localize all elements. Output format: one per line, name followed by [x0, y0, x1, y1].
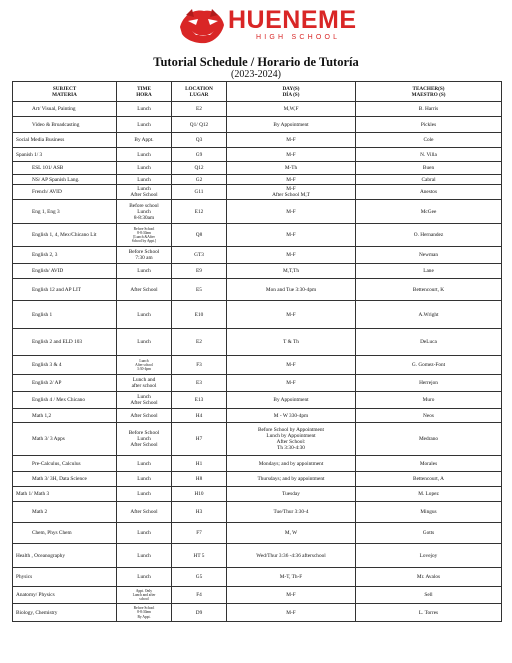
- cell-subject: ESL 101/ ASB: [13, 162, 117, 175]
- cell-loc: G9: [172, 148, 227, 162]
- column-header: [13, 82, 117, 102]
- cell-loc: Q12: [172, 162, 227, 175]
- cell-day: Before School by Appointment Lunch by Appointment After School: Th 3:30-4:30: [227, 423, 356, 456]
- table-row: [13, 279, 502, 301]
- cell-time: Lunch After School: [117, 185, 172, 200]
- column-header: [117, 82, 172, 102]
- cell-time: After School: [117, 502, 172, 523]
- cell-time: After School: [117, 409, 172, 423]
- table-row: [13, 329, 502, 356]
- table-row: [13, 148, 502, 162]
- cell-subject: Math 1,2: [13, 409, 117, 423]
- cell-subject: NS/ AP Spanish Lang.: [13, 175, 117, 185]
- column-header-label-es: DÍA (S): [282, 91, 300, 98]
- cell-loc: H10: [172, 487, 227, 502]
- cell-subject: Math 1/ Math 3: [13, 487, 117, 502]
- cell-loc: HT 5: [172, 544, 227, 568]
- cell-subject: Pre-Calculus, Calculus: [13, 456, 117, 472]
- cell-loc: E2: [172, 102, 227, 117]
- column-header-label: TEACHER(S): [412, 85, 445, 92]
- cell-loc: G2: [172, 175, 227, 185]
- cell-time: Lunch: [117, 162, 172, 175]
- cell-day: By Appointment: [227, 392, 356, 409]
- cell-day: M-T, Th-F: [227, 568, 356, 587]
- cell-loc: F7: [172, 523, 227, 544]
- table-row: [13, 587, 502, 604]
- cell-loc: GT3: [172, 247, 227, 264]
- table-row: [13, 456, 502, 472]
- cell-time: Lunch: [117, 456, 172, 472]
- cell-time: Lunch: [117, 487, 172, 502]
- cell-loc: E12: [172, 200, 227, 224]
- cell-subject: Video & Broadcasting: [13, 117, 117, 133]
- cell-loc: Q8: [172, 224, 227, 247]
- table-row: [13, 301, 502, 329]
- cell-time: Before school Lunch 8-8:30am: [117, 200, 172, 224]
- cell-time: Lunch: [117, 301, 172, 329]
- cell-subject: Spanish 1/ 3: [13, 148, 117, 162]
- cell-time: Lunch: [117, 329, 172, 356]
- cell-loc: H3: [172, 502, 227, 523]
- column-header-label: SUBJECT: [52, 85, 77, 92]
- table-row: [13, 200, 502, 224]
- cell-loc: G11: [172, 185, 227, 200]
- cell-loc: H1: [172, 456, 227, 472]
- cell-teacher: Mr. Avalos: [356, 568, 502, 587]
- cell-time: By Appt.: [117, 133, 172, 148]
- cell-loc: D9: [172, 604, 227, 622]
- column-header-label-es: HORA: [136, 91, 152, 98]
- cell-time: Lunch After School: [117, 392, 172, 409]
- cell-time: Lunch: [117, 568, 172, 587]
- page-title: Tutorial Schedule / Horario de Tutoría: [153, 55, 359, 69]
- cell-loc: E3: [172, 375, 227, 392]
- table-row: [13, 392, 502, 409]
- cell-time: Lunch: [117, 523, 172, 544]
- table-row: [13, 133, 502, 148]
- cell-teacher: Newman: [356, 247, 502, 264]
- cell-time: Before School Lunch After School: [117, 423, 172, 456]
- cell-loc: E2: [172, 329, 227, 356]
- column-header-label-es: MATERIA: [52, 91, 77, 98]
- cell-time: After School: [117, 279, 172, 301]
- table-row: [13, 356, 502, 375]
- cell-time: Lunch and after school: [117, 375, 172, 392]
- cell-loc: E5: [172, 279, 227, 301]
- cell-teacher: Bettencourt, K: [356, 279, 502, 301]
- cell-subject: Art/ Visual, Painting: [13, 102, 117, 117]
- cell-subject: English/ AVID: [13, 264, 117, 279]
- cell-day: Wed/Thur 3:36 -4:36 afterschool: [227, 544, 356, 568]
- cell-teacher: Neos: [356, 409, 502, 423]
- cell-teacher: M. Lopez: [356, 487, 502, 502]
- table-row: [13, 264, 502, 279]
- cell-teacher: Sell: [356, 587, 502, 604]
- mascot-icon: [178, 7, 226, 45]
- cell-teacher: Buen: [356, 162, 502, 175]
- cell-subject: Physics: [13, 568, 117, 587]
- cell-teacher: Medrano: [356, 423, 502, 456]
- column-header: [356, 82, 502, 102]
- school-logo: [178, 6, 357, 45]
- cell-subject: French/ AVID: [13, 185, 117, 200]
- table-row: [13, 472, 502, 487]
- cell-teacher: A.Wright: [356, 301, 502, 329]
- column-header-label-es: MAESTRO (S): [411, 91, 446, 98]
- cell-loc: H8: [172, 472, 227, 487]
- table-row: [13, 523, 502, 544]
- tutorial-schedule-table: [12, 81, 502, 622]
- cell-day: M-F: [227, 301, 356, 329]
- cell-teacher: DeLuca: [356, 329, 502, 356]
- logo-subtitle: HIGH SCHOOL: [256, 34, 341, 41]
- cell-teacher: Pickles: [356, 117, 502, 133]
- cell-time: Lunch After school 3:30-4pm: [117, 356, 172, 375]
- cell-day: M-F: [227, 200, 356, 224]
- column-header: [172, 82, 227, 102]
- column-header: [227, 82, 356, 102]
- cell-subject: Biology, Chemistry: [13, 604, 117, 622]
- cell-subject: English 12 and AP LIT: [13, 279, 117, 301]
- cell-day: M-F: [227, 356, 356, 375]
- cell-day: M-Th: [227, 162, 356, 175]
- cell-subject: English 2 and ELD 103: [13, 329, 117, 356]
- cell-loc: Q1/ Q12: [172, 117, 227, 133]
- cell-day: M-F: [227, 375, 356, 392]
- cell-teacher: Cabral: [356, 175, 502, 185]
- table-row: [13, 247, 502, 264]
- cell-loc: E9: [172, 264, 227, 279]
- column-header-label: TIME: [137, 85, 151, 92]
- cell-loc: G5: [172, 568, 227, 587]
- cell-day: M-F: [227, 175, 356, 185]
- cell-subject: Anatomy/ Physics: [13, 587, 117, 604]
- cell-subject: Math 2: [13, 502, 117, 523]
- cell-time: Lunch: [117, 544, 172, 568]
- table-row: [13, 375, 502, 392]
- cell-teacher: Bettencourt, A: [356, 472, 502, 487]
- cell-day: M,T,Th: [227, 264, 356, 279]
- cell-loc: F4: [172, 587, 227, 604]
- cell-teacher: L. Torres: [356, 604, 502, 622]
- cell-subject: English 4 / Mex Chicano: [13, 392, 117, 409]
- table-row: [13, 604, 502, 622]
- table-row: [13, 487, 502, 502]
- logo-wordmark: HUENEME: [228, 6, 357, 34]
- cell-time: Lunch: [117, 472, 172, 487]
- column-header-label: DAY(S): [282, 85, 300, 92]
- cell-day: M-F: [227, 247, 356, 264]
- cell-subject: English 1, 4, Mex/Chicano Lit: [13, 224, 117, 247]
- cell-time: Before School 8-8:30am By Appt.: [117, 604, 172, 622]
- cell-teacher: O. Hernandez: [356, 224, 502, 247]
- cell-day: Mondays; and by appointment: [227, 456, 356, 472]
- cell-day: T & Th: [227, 329, 356, 356]
- cell-teacher: B. Harris: [356, 102, 502, 117]
- cell-loc: H7: [172, 423, 227, 456]
- cell-day: M-F: [227, 148, 356, 162]
- table-row: [13, 423, 502, 456]
- cell-loc: E13: [172, 392, 227, 409]
- table-row: [13, 117, 502, 133]
- cell-subject: Chem, Phys Chem: [13, 523, 117, 544]
- cell-subject: Health , Oceanography: [13, 544, 117, 568]
- cell-day: Tue/Thur 3:30-4: [227, 502, 356, 523]
- table-row: [13, 409, 502, 423]
- cell-time: Lunch: [117, 148, 172, 162]
- cell-day: M-F After School M,T: [227, 185, 356, 200]
- cell-teacher: Gotts: [356, 523, 502, 544]
- cell-teacher: Lovejoy: [356, 544, 502, 568]
- cell-time: Lunch: [117, 175, 172, 185]
- cell-day: M, W: [227, 523, 356, 544]
- cell-teacher: Mingus: [356, 502, 502, 523]
- cell-subject: Eng 1, Eng 3: [13, 200, 117, 224]
- cell-teacher: Morales: [356, 456, 502, 472]
- table-row: [13, 544, 502, 568]
- cell-day: M - W 330-4pm: [227, 409, 356, 423]
- cell-teacher: Muro: [356, 392, 502, 409]
- cell-loc: F3: [172, 356, 227, 375]
- cell-subject: Math 3/ 3H, Data Science: [13, 472, 117, 487]
- cell-day: Thursdays; and by appointment: [227, 472, 356, 487]
- cell-time: Lunch: [117, 264, 172, 279]
- table-row: [13, 162, 502, 175]
- cell-day: M,W,F: [227, 102, 356, 117]
- cell-teacher: Lane: [356, 264, 502, 279]
- cell-loc: E10: [172, 301, 227, 329]
- cell-time: Before School 7:30 am: [117, 247, 172, 264]
- cell-day: By Appointment: [227, 117, 356, 133]
- cell-time: Lunch: [117, 102, 172, 117]
- cell-subject: Math 3/ 3 Apps: [13, 423, 117, 456]
- cell-teacher: Anestos: [356, 185, 502, 200]
- cell-day: Tuesday: [227, 487, 356, 502]
- cell-time: Before School 8-8:30am [Lunch &After School by Appt.]: [117, 224, 172, 247]
- cell-day: M-F: [227, 604, 356, 622]
- column-header-label-es: LUGAR: [189, 91, 209, 98]
- cell-subject: English 1: [13, 301, 117, 329]
- cell-teacher: G. Gomez-Font: [356, 356, 502, 375]
- column-header-label: LOCATION: [185, 85, 213, 92]
- table-row: [13, 224, 502, 247]
- table-row: [13, 568, 502, 587]
- school-year: (2023-2024): [231, 69, 281, 80]
- cell-day: M-F: [227, 133, 356, 148]
- cell-loc: Q3: [172, 133, 227, 148]
- cell-day: Mon and Tue 3:30-4pm: [227, 279, 356, 301]
- cell-subject: Social Media Business: [13, 133, 117, 148]
- cell-subject: English 3 & 4: [13, 356, 117, 375]
- cell-teacher: N. Villa: [356, 148, 502, 162]
- table-row: [13, 185, 502, 200]
- cell-loc: H4: [172, 409, 227, 423]
- cell-time: Lunch: [117, 117, 172, 133]
- table-row: [13, 175, 502, 185]
- cell-teacher: McGee: [356, 200, 502, 224]
- cell-teacher: Cole: [356, 133, 502, 148]
- table-row: [13, 502, 502, 523]
- cell-time: Appt. Only Lunch and after school: [117, 587, 172, 604]
- cell-subject: English 2/ AP: [13, 375, 117, 392]
- cell-day: M-F: [227, 224, 356, 247]
- cell-subject: English 2, 3: [13, 247, 117, 264]
- table-header-row: [13, 82, 502, 102]
- table-row: [13, 102, 502, 117]
- cell-day: M-F: [227, 587, 356, 604]
- cell-teacher: Herrejon: [356, 375, 502, 392]
